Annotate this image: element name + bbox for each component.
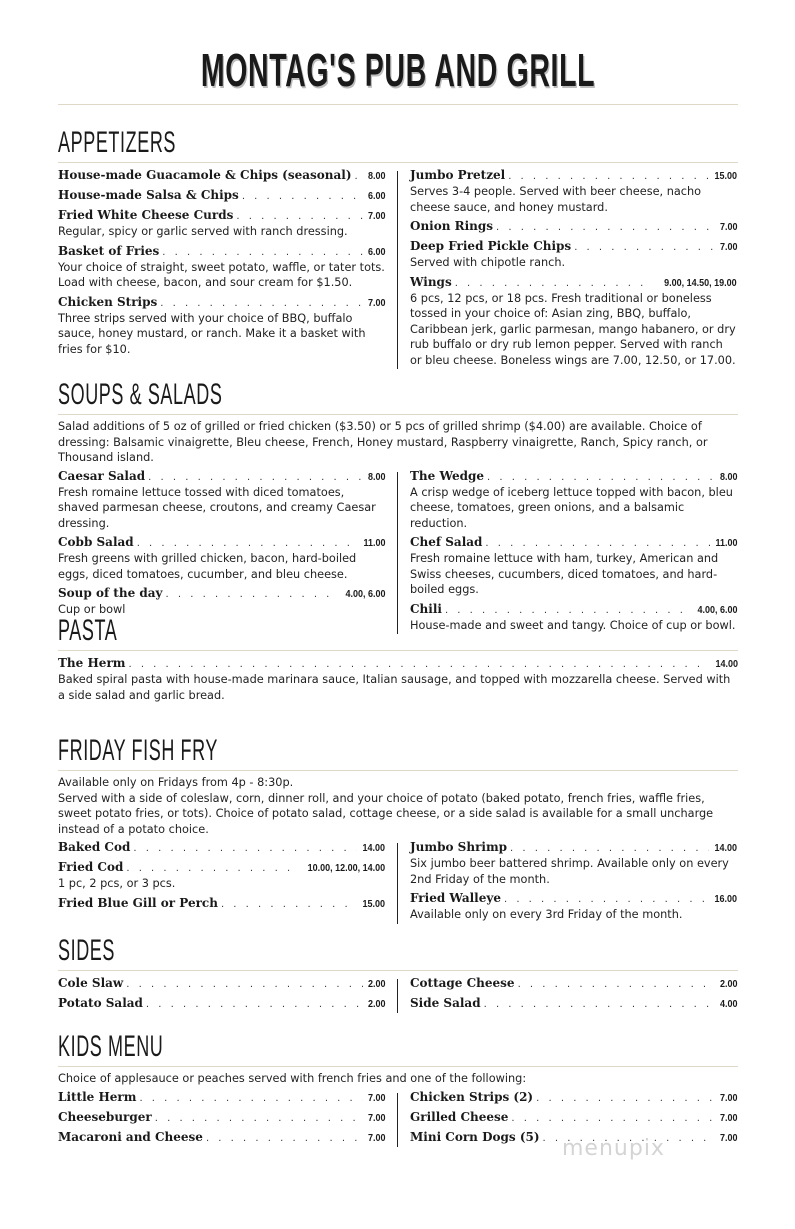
section-note-2: Served with a side of coleslaw, corn, dinner roll, and your choice of potato (baked potato, french fries, waffle fries, sweet potato fries, or tots). Choice of potato salad, cottage cheese, or a side salad is available for a small uncharge instead of a potato choice. bbox=[58, 791, 714, 836]
menu-item-name: Onion Rings bbox=[410, 219, 494, 233]
dot-leader bbox=[160, 298, 362, 309]
menu-item-price: 4.00 bbox=[719, 999, 737, 1010]
menu-item-description: Three strips served with your choice of BBQ, buffalo sauce, honey mustard, or ranch. Make it a basket with fries for $10. bbox=[58, 311, 366, 356]
fish-left-column bbox=[58, 839, 385, 926]
menu-item-price: 7.00 bbox=[719, 1132, 737, 1144]
menu-item-line bbox=[58, 1109, 385, 1126]
menu-item-price: 7.00 bbox=[719, 1112, 737, 1124]
dot-leader bbox=[455, 278, 654, 289]
menu-item-name: Chef Salad bbox=[410, 535, 483, 549]
menu-item-line bbox=[410, 167, 737, 184]
column-divider bbox=[397, 171, 398, 369]
menu-item-line bbox=[410, 238, 737, 255]
section-heading: APPETIZERS bbox=[58, 126, 177, 159]
menu-item bbox=[58, 585, 385, 618]
menu-item-line bbox=[410, 274, 737, 291]
column-divider bbox=[397, 472, 398, 635]
soups-right-column bbox=[410, 468, 737, 637]
title-divider bbox=[58, 104, 738, 105]
dot-leader bbox=[126, 863, 295, 874]
menu-item-name: Side Salad bbox=[410, 996, 481, 1010]
appetizers-right-column bbox=[410, 167, 737, 371]
menu-item-price: 8.00 bbox=[367, 171, 385, 182]
menu-item bbox=[410, 839, 737, 887]
section-heading: SOUPS & SALADS bbox=[58, 378, 223, 411]
dot-leader bbox=[126, 979, 362, 990]
menu-item-price: 14.00 bbox=[714, 843, 737, 854]
watermark-logo: menupix bbox=[562, 1136, 665, 1161]
menu-item-description: Six jumbo beer battered shrimp. Available only on every 2nd Friday of the month. bbox=[410, 857, 729, 886]
menu-item-name: Little Herm bbox=[58, 1089, 137, 1104]
menu-item bbox=[410, 238, 737, 271]
dot-leader bbox=[508, 171, 709, 182]
section-note: Salad additions of 5 oz of grilled or fried chicken ($3.50) or 5 pcs of grilled shrimp ($4.00) are available. Choice of dressing: Balsamic vinaigrette, Bleu cheese, French, Honey mustard, Raspberry vinaigrette, Ranch, Spicy ranch, or Thousand island. bbox=[58, 420, 708, 464]
menu-item-name: Chicken Strips (2) bbox=[410, 1089, 534, 1104]
menu-item-line bbox=[410, 1089, 737, 1106]
menu-item bbox=[410, 890, 737, 923]
menu-item-line bbox=[410, 975, 737, 992]
menu-item-line bbox=[58, 468, 385, 485]
menu-item-name: Soup of the day bbox=[58, 586, 163, 600]
menu-item-price: 2.00 bbox=[367, 999, 385, 1010]
dot-leader bbox=[162, 247, 362, 258]
menu-item bbox=[410, 1089, 737, 1106]
menu-item bbox=[58, 859, 385, 892]
menu-item-price: 6.00 bbox=[367, 191, 385, 202]
menu-item-line bbox=[410, 839, 737, 856]
section-heading: FRIDAY FISH FRY bbox=[58, 734, 219, 767]
menu-item bbox=[58, 1129, 385, 1146]
dot-leader bbox=[487, 472, 715, 483]
menu-item-price: 15.00 bbox=[362, 898, 385, 910]
dot-leader bbox=[128, 659, 710, 670]
dot-leader bbox=[511, 1113, 714, 1124]
menu-item bbox=[410, 1109, 737, 1126]
menu-item bbox=[58, 167, 385, 184]
menu-item-line bbox=[58, 187, 385, 204]
soups-salads-section bbox=[58, 378, 738, 636]
menu-item-name: Cole Slaw bbox=[58, 976, 124, 990]
menu-item-name: Jumbo Pretzel bbox=[410, 168, 506, 182]
fish-fry-section bbox=[58, 734, 738, 926]
column-divider bbox=[397, 843, 398, 924]
menu-item bbox=[58, 839, 385, 856]
section-heading: PASTA bbox=[58, 614, 118, 647]
kids-left-column bbox=[58, 1089, 385, 1149]
menu-item-price: 2.00 bbox=[367, 979, 385, 990]
menu-item-description: Available only on every 3rd Friday of the month. bbox=[410, 908, 683, 921]
menu-item-name: The Herm bbox=[58, 656, 126, 670]
dot-leader bbox=[166, 589, 338, 600]
pasta-items bbox=[58, 655, 738, 703]
menu-item-description: Serves 3-4 people. Served with beer cheese, nacho cheese sauce, and honey mustard. bbox=[410, 185, 702, 214]
menu-item-line bbox=[410, 890, 737, 907]
menu-item-description: 6 pcs, 12 pcs, or 18 pcs. Fresh traditional or boneless tossed in your choice of: Asian zing, BBQ, buffalo, Caribbean jerk, garlic parmesan, mango habanero, or dry rub buffalo or dry rub lemon pepper. Served with ranch or bleu cheese. Boneless wings are 7.00, 12.50, or 17.00. bbox=[410, 291, 736, 367]
menu-item-line bbox=[410, 995, 737, 1012]
dot-leader bbox=[155, 1113, 363, 1124]
menu-item-line bbox=[410, 1109, 737, 1126]
menu-item-line bbox=[58, 839, 385, 856]
section-divider bbox=[58, 1066, 738, 1067]
dot-leader bbox=[221, 899, 357, 910]
menu-item-name: Deep Fried Pickle Chips bbox=[410, 239, 572, 253]
menu-item bbox=[58, 975, 385, 992]
dot-leader bbox=[484, 999, 715, 1010]
section-heading: KIDS MENU bbox=[58, 1030, 164, 1063]
menu-item-description: House-made and sweet and tangy. Choice of cup or bowl. bbox=[410, 618, 736, 632]
menu-item-name: Chili bbox=[410, 601, 442, 616]
menu-item-price: 10.00, 12.00, 14.00 bbox=[307, 863, 385, 874]
menu-item-price: 14.00 bbox=[715, 659, 738, 670]
menu-item-name: Grilled Cheese bbox=[410, 1109, 509, 1124]
pasta-section bbox=[58, 614, 738, 706]
menu-item-name: Chicken Strips bbox=[58, 294, 158, 309]
dot-leader bbox=[148, 472, 362, 483]
menu-item-price: 7.00 bbox=[719, 222, 737, 233]
dot-leader bbox=[139, 1093, 362, 1104]
soups-left-column bbox=[58, 468, 385, 637]
section-divider bbox=[58, 650, 738, 651]
sides-left-column bbox=[58, 975, 385, 1015]
section-note: Choice of applesauce or peaches served with french fries and one of the following: bbox=[58, 1072, 527, 1085]
menu-item-name: Fried Walleye bbox=[410, 891, 501, 905]
menu-item-name: Fried Blue Gill or Perch bbox=[58, 895, 218, 910]
appetizers-section bbox=[58, 126, 738, 371]
dot-leader bbox=[355, 171, 363, 182]
menu-item bbox=[58, 294, 385, 358]
menu-item-line bbox=[410, 534, 737, 551]
menu-item-name: Cheeseburger bbox=[58, 1109, 152, 1124]
section-note: Available only on Fridays from 4p - 8:30p. bbox=[58, 776, 294, 789]
dot-leader bbox=[504, 894, 709, 905]
menu-item bbox=[58, 895, 385, 912]
menu-item-price: 7.00 bbox=[367, 1092, 385, 1104]
sides-right-column bbox=[410, 975, 737, 1015]
menu-item bbox=[410, 218, 737, 235]
menu-item-price: 7.00 bbox=[367, 1132, 385, 1144]
menu-item-price: 7.00 bbox=[719, 1092, 737, 1104]
menu-item bbox=[58, 655, 738, 703]
menu-item-line bbox=[410, 218, 737, 235]
menu-item-name: Macaroni and Cheese bbox=[58, 1129, 203, 1144]
menu-item-line bbox=[58, 243, 385, 260]
menu-item bbox=[58, 534, 385, 582]
menu-item-name: Wings bbox=[410, 274, 452, 289]
page-title: MONTAG'S PUB AND GRILL bbox=[200, 44, 596, 96]
menu-item-line bbox=[58, 585, 385, 602]
section-divider bbox=[58, 770, 738, 771]
menu-item bbox=[410, 975, 737, 992]
menu-item-price: 9.00, 14.50, 19.00 bbox=[664, 277, 737, 289]
menu-item-line bbox=[58, 167, 385, 184]
menu-item-description: Baked spiral pasta with house-made marinara sauce, Italian sausage, and topped with mozzarella cheese. Served with a side salad and garlic bread. bbox=[58, 673, 731, 702]
menu-item-name: House-made Guacamole & Chips (seasonal) bbox=[58, 168, 352, 182]
menu-item-description: Served with chipotle ranch. bbox=[410, 256, 566, 269]
menu-item-price: 6.00 bbox=[367, 246, 385, 258]
menu-item bbox=[410, 534, 737, 598]
dot-leader bbox=[242, 191, 363, 202]
menu-item-description: Fresh romaine lettuce tossed with diced tomatoes, shaved parmesan cheese, croutons, and creamy Caesar dressing. bbox=[58, 485, 376, 530]
menu-item-name: Cottage Cheese bbox=[410, 976, 515, 990]
column-divider bbox=[397, 1093, 398, 1147]
menu-item-price: 14.00 bbox=[362, 843, 385, 854]
menu-item-line bbox=[58, 995, 385, 1012]
menu-item-name: Baked Cod bbox=[58, 840, 131, 854]
menu-item-price: 16.00 bbox=[714, 894, 737, 905]
menu-item bbox=[58, 1089, 385, 1106]
menu-item bbox=[58, 187, 385, 204]
menu-item-description: Regular, spicy or garlic served with ranch dressing. bbox=[58, 225, 348, 238]
menu-item bbox=[410, 995, 737, 1012]
appetizers-left-column bbox=[58, 167, 385, 371]
menu-item-name: Cobb Salad bbox=[58, 535, 134, 549]
menu-item bbox=[410, 468, 737, 532]
menu-item-name: The Wedge bbox=[410, 468, 485, 483]
section-divider bbox=[58, 162, 738, 163]
menu-item-name: Jumbo Shrimp bbox=[410, 840, 508, 854]
dot-leader bbox=[536, 1093, 714, 1104]
dot-leader bbox=[485, 538, 709, 549]
dot-leader bbox=[496, 222, 714, 233]
section-divider bbox=[58, 414, 738, 415]
menu-item bbox=[410, 274, 737, 369]
menu-item bbox=[58, 995, 385, 1012]
menu-item-name: Basket of Fries bbox=[58, 243, 160, 258]
dot-leader bbox=[518, 979, 715, 990]
menu-item-price: 4.00, 6.00 bbox=[344, 589, 385, 600]
menu-item-price: 7.00 bbox=[367, 1112, 385, 1124]
menu-item bbox=[410, 167, 737, 215]
menu-item-price: 11.00 bbox=[714, 538, 737, 549]
menu-item-price: 7.00 bbox=[367, 211, 385, 222]
section-heading: SIDES bbox=[58, 934, 116, 967]
menu-item-line bbox=[58, 294, 385, 311]
menu-item-name: Fried White Cheese Curds bbox=[58, 208, 234, 222]
section-divider bbox=[58, 970, 738, 971]
menu-item-price: 7.00 bbox=[719, 242, 737, 253]
menu-item-line bbox=[410, 468, 737, 485]
menu-item bbox=[58, 468, 385, 532]
dot-leader bbox=[510, 843, 709, 854]
menu-item bbox=[58, 243, 385, 291]
menu-item-line bbox=[58, 655, 738, 672]
kids-menu-section bbox=[58, 1030, 738, 1149]
menu-item-line bbox=[58, 207, 385, 224]
menu-item-line bbox=[58, 534, 385, 551]
menu-item bbox=[58, 207, 385, 240]
menu-item-price: 8.00 bbox=[719, 471, 737, 483]
dot-leader bbox=[574, 242, 714, 253]
dot-leader bbox=[236, 211, 362, 222]
menu-item-description: Fresh romaine lettuce with ham, turkey, American and Swiss cheeses, cucumbers, diced tomatoes, and hard-boiled eggs. bbox=[410, 552, 719, 596]
menu-item-price: 11.00 bbox=[362, 538, 385, 549]
menu-item-name: Caesar Salad bbox=[58, 468, 146, 483]
menu-item-price: 15.00 bbox=[714, 171, 737, 182]
menu-item-price: 7.00 bbox=[367, 297, 385, 309]
dot-leader bbox=[146, 999, 363, 1010]
menu-item-line bbox=[58, 1089, 385, 1106]
menu-item-name: Potato Salad bbox=[58, 996, 143, 1010]
menu-item-description: Cup or bowl bbox=[58, 603, 126, 616]
menu-item-line bbox=[58, 1129, 385, 1146]
menu-item-line bbox=[58, 895, 385, 912]
dot-leader bbox=[206, 1133, 363, 1144]
sides-section bbox=[58, 934, 738, 1015]
dot-leader bbox=[137, 538, 358, 549]
menu-item-description: A crisp wedge of iceberg lettuce topped with bacon, bleu cheese, tomatoes, green onions, and a balsamic reduction. bbox=[410, 485, 733, 530]
menu-item-price: 2.00 bbox=[719, 979, 737, 990]
menu-item-description: Your choice of straight, sweet potato, waffle, or tater tots. Load with cheese, bacon, and sour cream for $1.50. bbox=[58, 260, 385, 289]
menu-item-name: House-made Salsa & Chips bbox=[58, 188, 239, 202]
menu-item-line bbox=[58, 975, 385, 992]
menu-item-description: 1 pc, 2 pcs, or 3 pcs. bbox=[58, 877, 176, 890]
menu-item-price: 4.00, 6.00 bbox=[696, 604, 737, 616]
menu-item bbox=[58, 1109, 385, 1126]
menu-item-description: Fresh greens with grilled chicken, bacon, hard-boiled eggs, diced tomatoes, cucumber, and bleu cheese. bbox=[58, 552, 357, 581]
dot-leader bbox=[133, 843, 357, 854]
fish-right-column bbox=[410, 839, 737, 926]
menu-item-line bbox=[58, 859, 385, 876]
menu-item-price: 8.00 bbox=[367, 471, 385, 483]
menu-item-name: Mini Corn Dogs (5) bbox=[410, 1129, 540, 1144]
menu-item-name: Fried Cod bbox=[58, 860, 124, 874]
column-divider bbox=[397, 979, 398, 1013]
